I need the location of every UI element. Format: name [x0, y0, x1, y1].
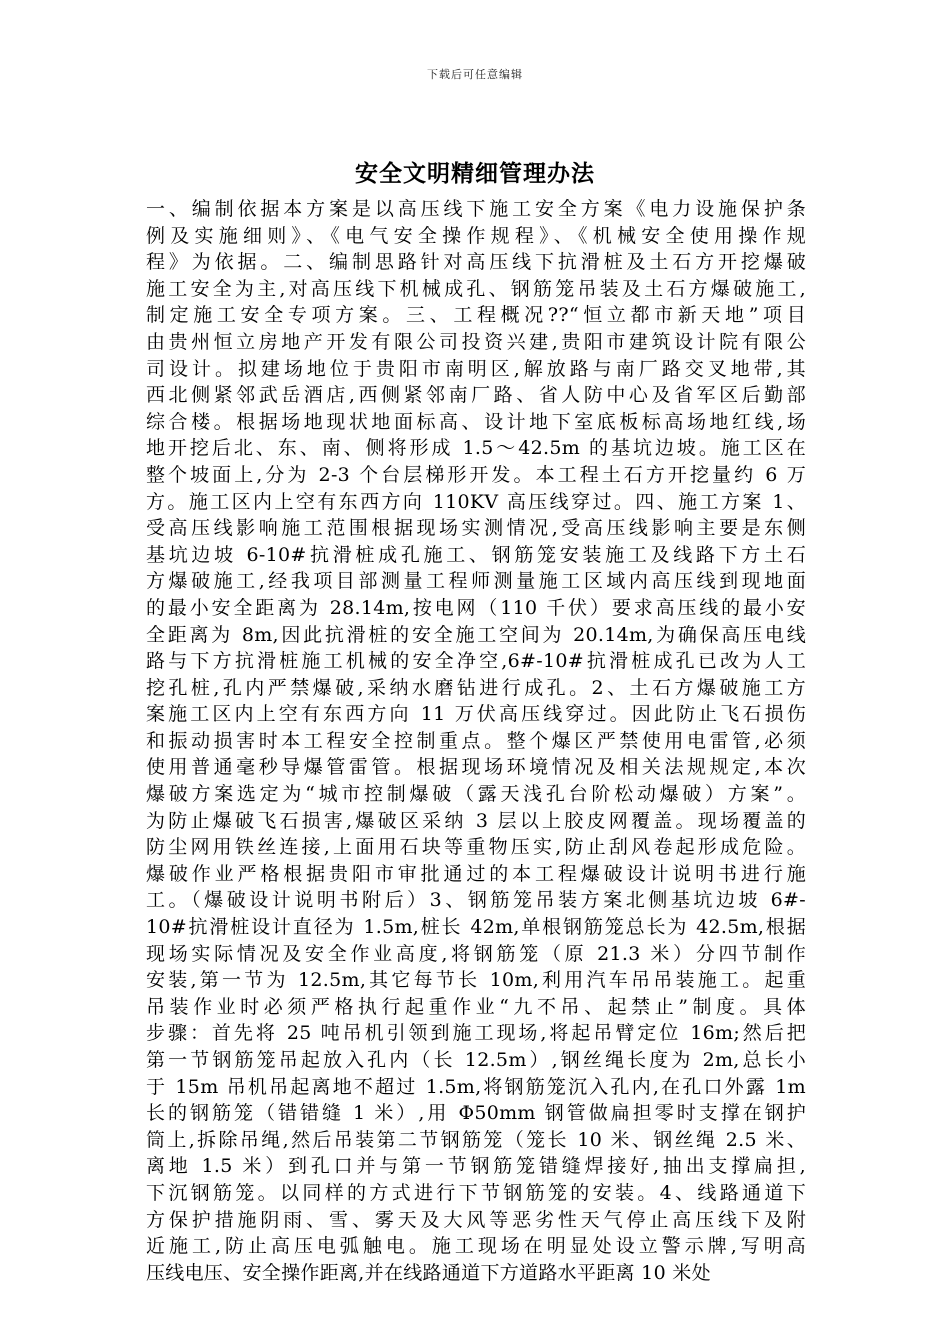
body-line: 安装,第一节为 12.5m,其它每节长 10m,利用汽车吊吊装施工。起重 — [146, 969, 806, 992]
body-line: 司设计。拟建场地位于贵阳市南明区,解放路与南厂路交叉地带,其 — [146, 357, 806, 380]
body-line: 为防止爆破飞石损害,爆破区采纳 3 层以上胶皮网覆盖。现场覆盖的 — [146, 809, 806, 832]
body-line: 案施工区内上空有东西方向 11 万伏高压线穿过。因此防止飞石损伤 — [146, 703, 806, 726]
body-line: 受高压线影响施工范围根据现场实测情况,受高压线影响主要是东侧 — [146, 517, 806, 540]
body-line: 离地 1.5 米）到孔口并与第一节钢筋笼错缝焊接好,抽出支撑扁担, — [146, 1155, 806, 1178]
body-line: 爆破作业严格根据贵阳市审批通过的本工程爆破设计说明书进行施 — [146, 862, 806, 885]
body-line: 由贵州恒立房地产开发有限公司投资兴建,贵阳市建筑设计院有限公 — [146, 330, 806, 353]
body-line: 路与下方抗滑桩施工机械的安全净空,6#-10#抗滑桩成孔已改为人工 — [146, 650, 806, 673]
body-line: 方保护措施阴雨、雪、雾天及大风等恶劣性天气停止高压线下及附 — [146, 1208, 806, 1231]
body-line: 爆破方案选定为“城市控制爆破（露天浅孔台阶松动爆破）方案”。 — [146, 783, 806, 806]
body-line: 制定施工安全专项方案。三、工程概况??“恒立都市新天地”项目 — [146, 304, 806, 327]
body-line: 一、编制依据本方案是以高压线下施工安全方案《电力设施保护条 — [146, 198, 806, 220]
body-line: 10#抗滑桩设计直径为 1.5m,桩长 42m,单根钢筋笼总长为 42.5m,根据 — [146, 916, 806, 939]
body-line: 基坑边坡 6-10#抗滑桩成孔施工、钢筋笼安装施工及线路下方土石 — [146, 543, 806, 566]
body-line: 综合楼。根据场地现状地面标高、设计地下室底板标高场地红线,场 — [146, 410, 806, 433]
body-line: 地开挖后北、东、南、侧将形成 1.5～42.5m 的基坑边坡。施工区在 — [146, 437, 806, 460]
body-line: 方爆破施工,经我项目部测量工程师测量施工区域内高压线到现地面 — [146, 570, 806, 593]
body-line: 筒上,拆除吊绳,然后吊装第二节钢筋笼（笼长 10 米、钢丝绳 2.5 米、 — [146, 1128, 806, 1151]
body-line: 下沉钢筋笼。以同样的方式进行下节钢筋笼的安装。4、线路通道下 — [146, 1181, 806, 1204]
body-line: 挖孔桩,孔内严禁爆破,采纳水磨钻进行成孔。2、土石方爆破施工方 — [146, 676, 806, 699]
body-line: 长的钢筋笼（错错缝 1 米）,用 Φ50mm 钢管做扁担零时支撑在钢护 — [146, 1102, 806, 1125]
body-line: 施工安全为主,对高压线下机械成孔、钢筋笼吊装及土石方爆破施工, — [146, 277, 806, 300]
body-line: 吊装作业时必须严格执行起重作业“九不吊、起禁止”制度。具体 — [146, 995, 806, 1018]
body-line: 工。（爆破设计说明书附后）3、钢筋笼吊装方案北侧基坑边坡 6#- — [146, 889, 806, 912]
body-line: 步骤：首先将 25 吨吊机引领到施工现场,将起吊臂定位 16m;然后把 — [146, 1022, 806, 1045]
body-line: 压线电压、安全操作距离,并在线路通道下方道路水平距离 10 米处 — [146, 1261, 711, 1284]
body-line: 例及实施细则》、《电气安全操作规程》、《机械安全使用操作规 — [146, 224, 806, 247]
document-body — [146, 196, 806, 1286]
document-title: 安全文明精细管理办法 — [355, 161, 595, 187]
body-line: 于 15m 吊机吊起离地不超过 1.5m,将钢筋笼沉入孔内,在孔口外露 1m — [146, 1075, 806, 1098]
body-line: 近施工,防止高压电弧触电。施工现场在明显处设立警示牌,写明高 — [146, 1235, 806, 1258]
body-line: 程》为依据。二、编制思路针对高压线下抗滑桩及土石方开挖爆破 — [146, 251, 806, 274]
body-line: 使用普通毫秒导爆管雷管。根据现场环境情况及相关法规规定,本次 — [146, 756, 806, 779]
body-line: 全距离为 8m,因此抗滑桩的安全施工空间为 20.14m,为确保高压电线 — [146, 623, 806, 646]
body-line: 第一节钢筋笼吊起放入孔内（长 12.5m）,钢丝绳长度为 2m,总长小 — [146, 1049, 806, 1071]
header-note: 下载后可任意编辑 — [427, 68, 523, 81]
body-line: 和振动损害时本工程安全控制重点。整个爆区严禁使用电雷管,必须 — [146, 729, 806, 752]
body-line: 西北侧紧邻武岳酒店,西侧紧邻南厂路、省人防中心及省军区后勤部 — [146, 384, 806, 407]
body-line: 方。施工区内上空有东西方向 110KV 高压线穿过。四、施工方案 1、 — [146, 490, 806, 513]
body-line: 整个坡面上,分为 2-3 个台层梯形开发。本工程土石方开挖量约 6 万 — [146, 463, 806, 486]
body-line: 防尘网用铁丝连接,上面用石块等重物压实,防止刮风卷起形成危险。 — [146, 836, 806, 859]
body-line: 现场实际情况及安全作业高度,将钢筋笼（原 21.3 米）分四节制作 — [146, 942, 806, 965]
body-line: 的最小安全距离为 28.14m,按电网（110 千伏）要求高压线的最小安 — [146, 596, 806, 619]
